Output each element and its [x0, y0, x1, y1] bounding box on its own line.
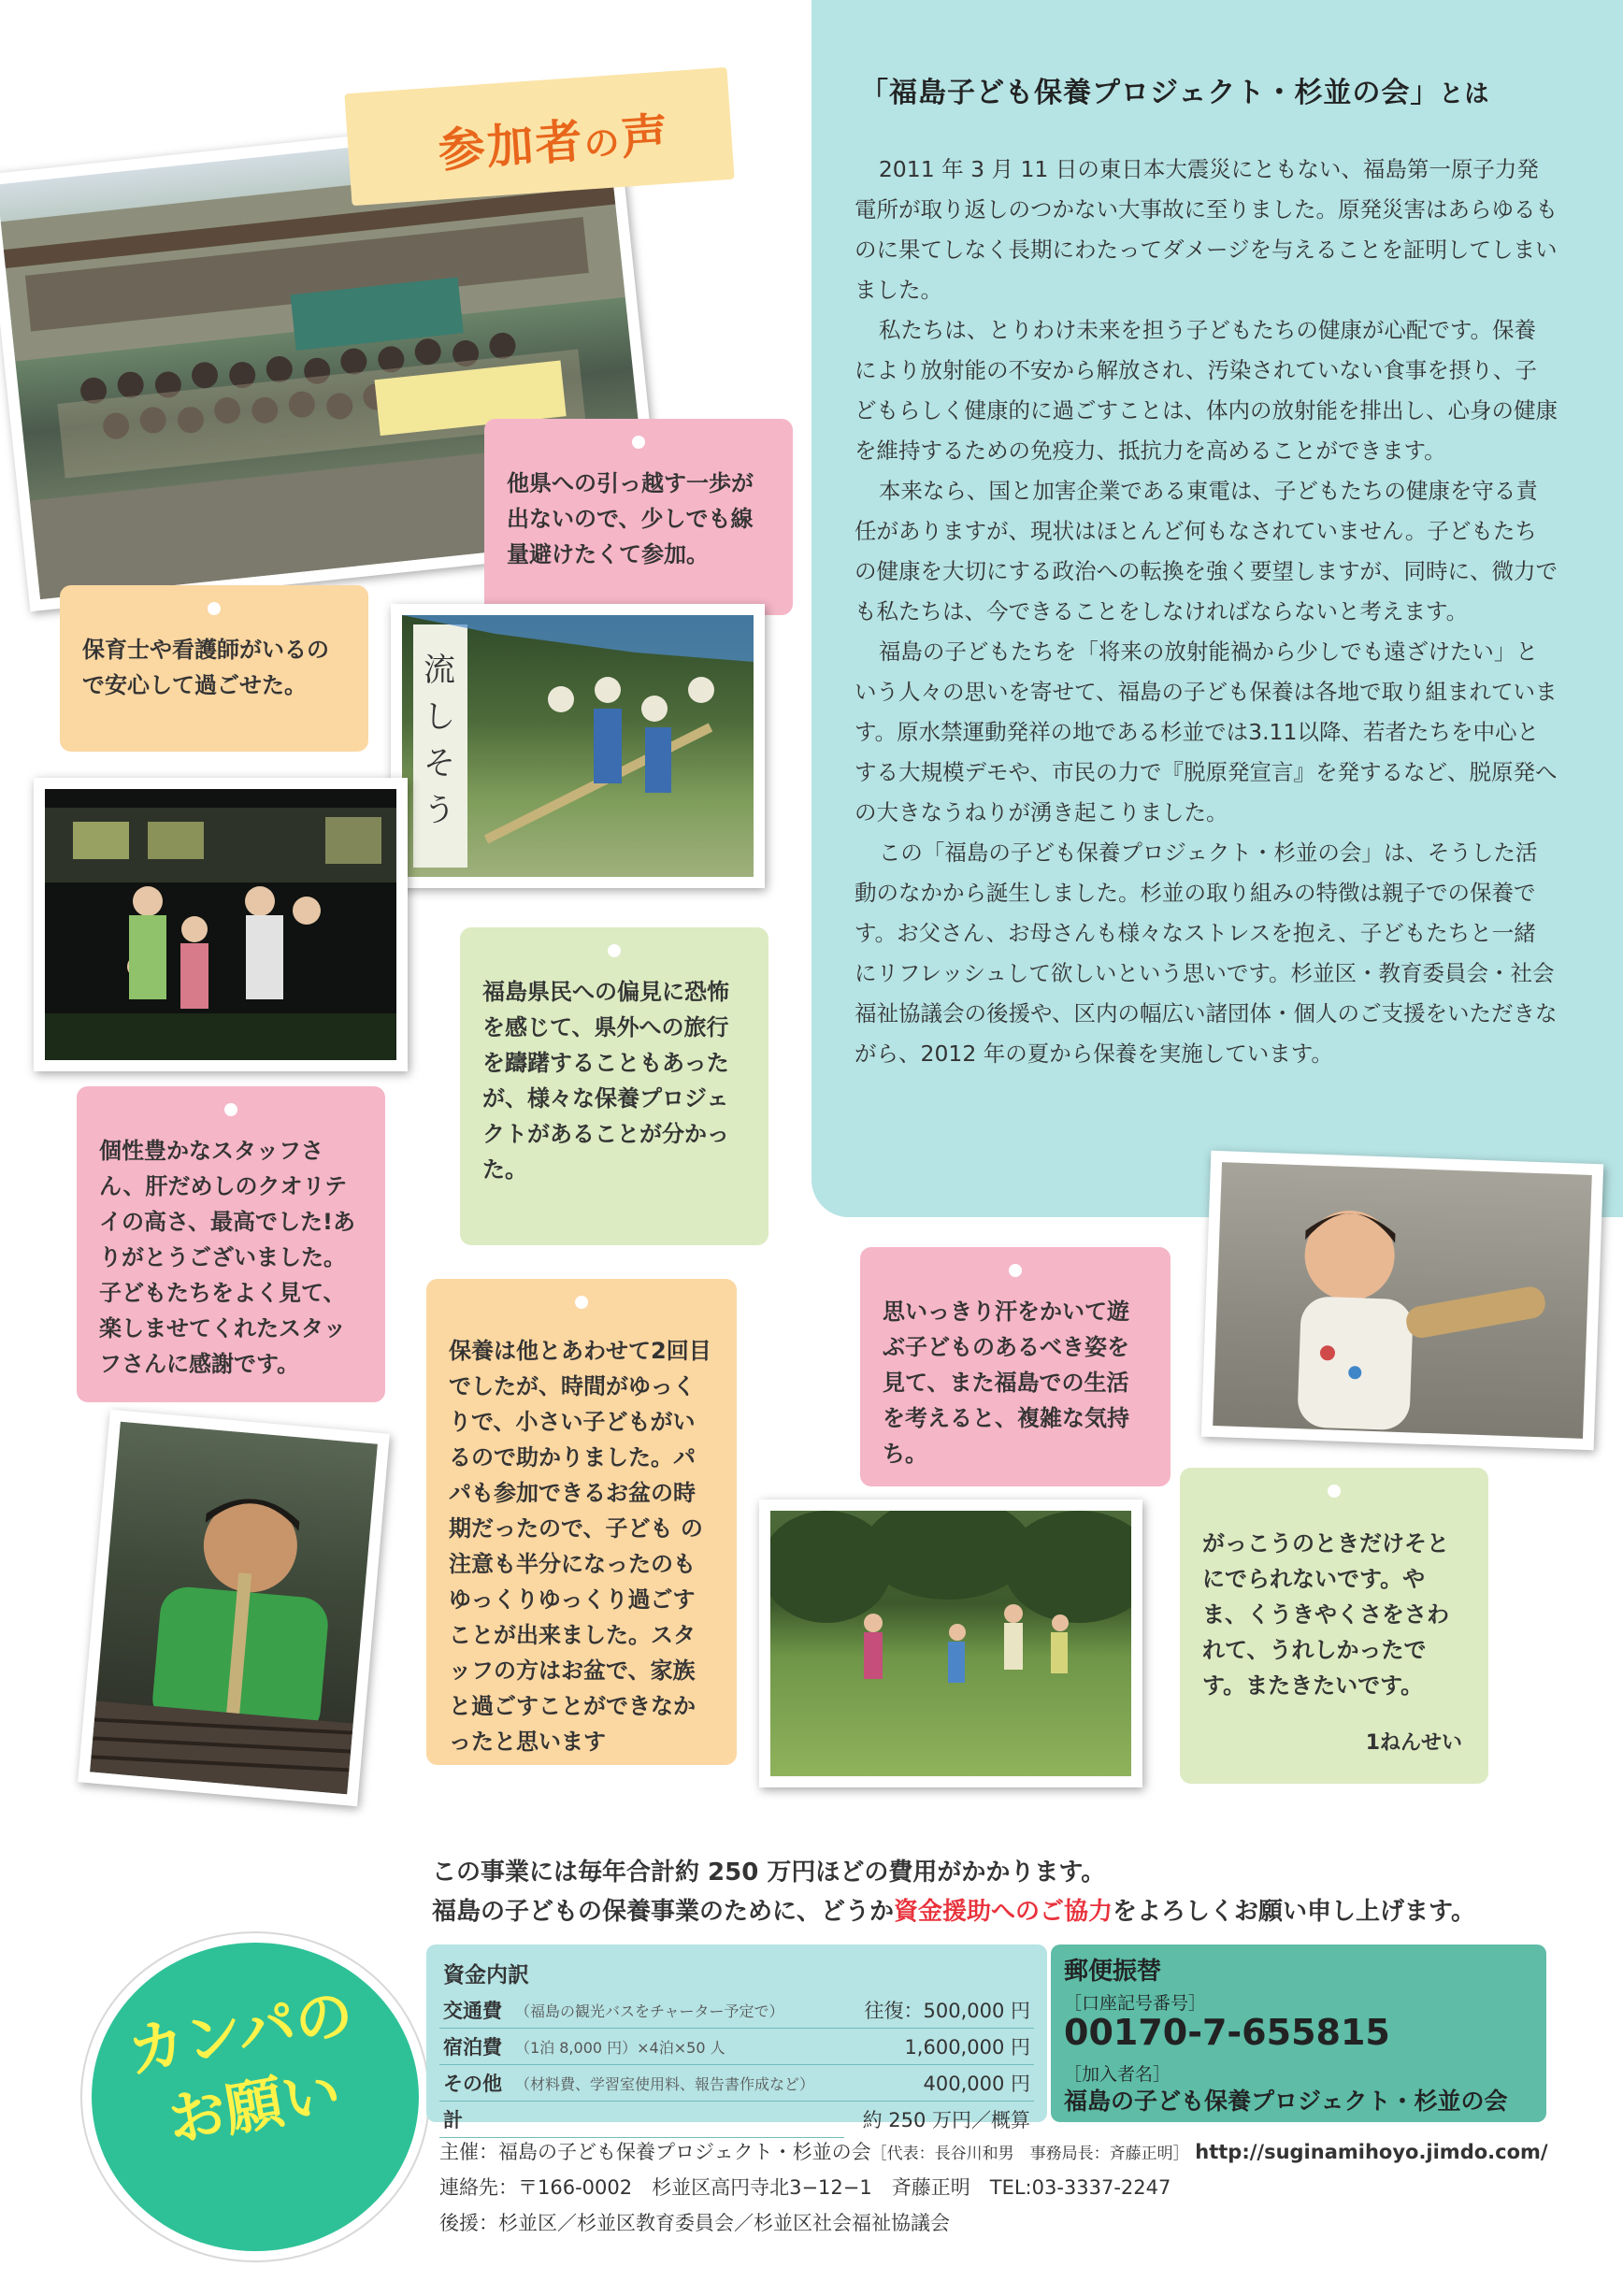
account-number: 00170-7-655815: [1064, 2012, 1390, 2053]
voice-text: 他県への引っ越す一歩が出ないので、少しでも線量避けたくて参加。: [507, 470, 754, 567]
about-panel: [812, 0, 1623, 1217]
voice-text: 個性豊かなスタッフさん、肝だめしのクオリテイの高さ、最高でした!ありがとうございました。子どもたちをよく見て、楽しませてくれたスタッフさんに感謝です。: [99, 1138, 355, 1377]
table-row: [439, 1992, 1034, 2029]
table-row: [439, 2102, 1034, 2138]
kanpa-badge: [82, 1933, 428, 2260]
footer-organizer: [439, 2137, 1548, 2165]
pin-dot: [632, 436, 645, 449]
pin-dot: [208, 602, 221, 615]
about-paragraph: 福島の子どもたちを「将来の放射能禍から少しでも遠ざけたい」という人々の思いを寄せて、福島の子ども保養は各地で取り組まれています。原水禁運動発祥の地である杉並では3.11以降、若者たちを中心とする大規模デモや、市民の力で『脱原発宣言』を発するなど、脱原発への大きなうねりが湧き起こりました。: [855, 639, 1558, 825]
budget-title: 資金内訳: [443, 1963, 529, 1987]
ribbon-title: 参加者: [436, 113, 586, 179]
donation-request-a: 福島の子どもの保養事業のために、どうか: [432, 1898, 895, 1926]
table-row: [439, 2029, 1034, 2065]
organizer-text: 主催：福島の子ども保養プロジェクト・杉並の会: [439, 2141, 871, 2163]
row-value: 往復：500,000 円: [844, 1992, 1034, 2029]
pin-dot: [1328, 1485, 1341, 1498]
holder-label: ［加入者名］: [1064, 2064, 1171, 2085]
voice-text: 保養は他とあわせて2回目でしたが、時間がゆっくりで、小さい子どもがいるので助かりました。パパも参加できるお盆の時期だったので、子ども の注意も半分になったのもゆっくりゆっくり過ごすことが出来ました。スタッフの方はお盆で、家族と過ごすことができなかったと思います: [449, 1338, 711, 1755]
svg-text:流: 流: [424, 652, 455, 689]
footer-support: 後援：杉並区／杉並区教育委員会／杉並区社会福祉協議会: [439, 2212, 950, 2234]
voice-text: 保育士や看護師がいるので安心して過ごせた。: [82, 637, 329, 698]
about-paragraph: 私たちは、とりわけ未来を担う子どもたちの健康が心配です。保養により放射能の不安から解放され、汚染されていない食事を摂り、子どもらしく健康的に過ごすことは、体内の放射能を排出し、心身の健康を維持するための免疫力、抵抗力を高めることができます。: [855, 317, 1558, 464]
somen-photo: [391, 604, 765, 888]
participants-voice-ribbon: [344, 67, 734, 206]
smiling-boy-photo: [1201, 1151, 1603, 1450]
row-value: 1,600,000 円: [844, 2029, 1034, 2065]
website-link[interactable]: http://suginamihoyo.jimdo.com/: [1195, 2141, 1548, 2163]
donation-highlight: 資金援助へのご協力: [894, 1898, 1113, 1926]
voice-card: [484, 419, 793, 615]
postal-title: 郵便振替: [1064, 1958, 1162, 1986]
kanpa-line-2: お願い: [162, 2057, 346, 2155]
about-paragraph: 本来なら、国と加害企業である東電は、子どもたちの健康を守る責任がありますが、現状はほとんど何もなされていません。子どもたちの健康を大切にする政治への転換を強く要望しますが、同時に、微力でも私たちは、今できることをしなければならないと考えます。: [855, 478, 1558, 624]
account-label: ［口座記号番号］: [1064, 1993, 1207, 2014]
kanpa-line-1: カンパの: [122, 1979, 359, 2087]
pin-dot: [575, 1296, 588, 1309]
donation-request-text: [432, 1892, 1475, 1927]
about-paragraph: この「福島の子ども保養プロジェクト・杉並の会」は、そうした活動のなかから誕生しました。杉並の取り組みの特徴は親子での保養です。お父さん、お母さんも様々なストレスを抱え、子どもたちと一緒にリフレッシュして欲しいという思いです。杉並区・教育委員会・社会福祉協議会の後援や、区内の幅広い諸団体・個人のご支援をいただきながら、2012 年の夏から保養を実施しています。: [855, 839, 1558, 1067]
row-note: [511, 2102, 844, 2138]
voice-card: [1180, 1468, 1488, 1784]
row-value: 400,000 円: [844, 2065, 1034, 2102]
voice-signature: 1ねんせい: [1365, 1731, 1462, 1755]
about-paragraph: 2011 年 3 月 11 日の東日本大震災にともない、福島第一原子力発電所が取り返しのつかない大事故に至りました。原発災害はあらゆるものに果てしなく長期にわたってダメージを与えることを証明してしまいました。: [855, 156, 1558, 303]
donation-cost-text: この事業には毎年合計約 250 万円ほどの費用がかかります。: [432, 1858, 1106, 1887]
ribbon-particle: の: [582, 121, 624, 165]
ribbon-end: 声: [619, 108, 672, 165]
about-body: [855, 150, 1558, 1074]
voice-card: [77, 1086, 385, 1402]
organizer-reps: ［代表：長谷川和男 事務局長：斉藤正明］: [870, 2145, 1189, 2163]
postal-transfer-box: [1051, 1944, 1546, 2122]
pin-dot: [608, 944, 621, 957]
voice-card: [60, 585, 368, 752]
row-note: （材料費、学習室使用料、報告書作成など）: [511, 2065, 844, 2102]
voice-text: がっこうのときだけそとにでられないです。やま、くうきやくさをさわれて、うれしかったです。またきたいです。: [1202, 1530, 1449, 1699]
row-label: 交通費: [439, 1992, 511, 2029]
row-label: 宿泊費: [439, 2029, 511, 2065]
row-label: 計: [439, 2102, 511, 2138]
row-note: （1泊 8,000 円）×4泊×50 人: [511, 2029, 844, 2065]
svg-text:し: し: [424, 698, 455, 736]
budget-breakdown: [426, 1944, 1047, 2132]
voice-card: [426, 1279, 737, 1765]
pin-dot: [224, 1103, 237, 1116]
night-photo: [34, 778, 408, 1071]
donation-request-b: をよろしくお願い申し上げます。: [1113, 1898, 1475, 1926]
voice-card: [860, 1247, 1171, 1486]
svg-text:そ: そ: [424, 745, 455, 782]
bamboo-boy-photo: [78, 1410, 390, 1807]
holder-name: 福島の子ども保養プロジェクト・杉並の会: [1064, 2088, 1508, 2115]
voice-text: 福島県民への偏見に恐怖を感じて、県外への旅行を躊躇することもあったが、様々な保養プロジェクトがあることが分かった。: [482, 979, 729, 1183]
voice-text: 思いっきり汗をかいて遊ぶ子どものあるべき姿を見て、また福島での生活を考えると、複雑な気持ち。: [883, 1299, 1129, 1467]
svg-text:う: う: [424, 792, 455, 829]
pin-dot: [1009, 1264, 1022, 1277]
about-title: 「福島子ども保養プロジェクト・杉並の会」とは: [860, 77, 1490, 109]
row-note: （福島の観光バスをチャーター予定で）: [511, 1992, 844, 2029]
running-kids-photo: [759, 1500, 1142, 1787]
voice-card: [460, 927, 768, 1245]
row-value: 約 250 万円／概算: [862, 2109, 1030, 2132]
table-row: [439, 2065, 1034, 2102]
footer-contact: 連絡先：〒166-0002 杉並区高円寺北3−12−1 斉藤正明 TEL:03-3337-2247: [439, 2176, 1171, 2199]
row-label: その他: [439, 2065, 511, 2102]
